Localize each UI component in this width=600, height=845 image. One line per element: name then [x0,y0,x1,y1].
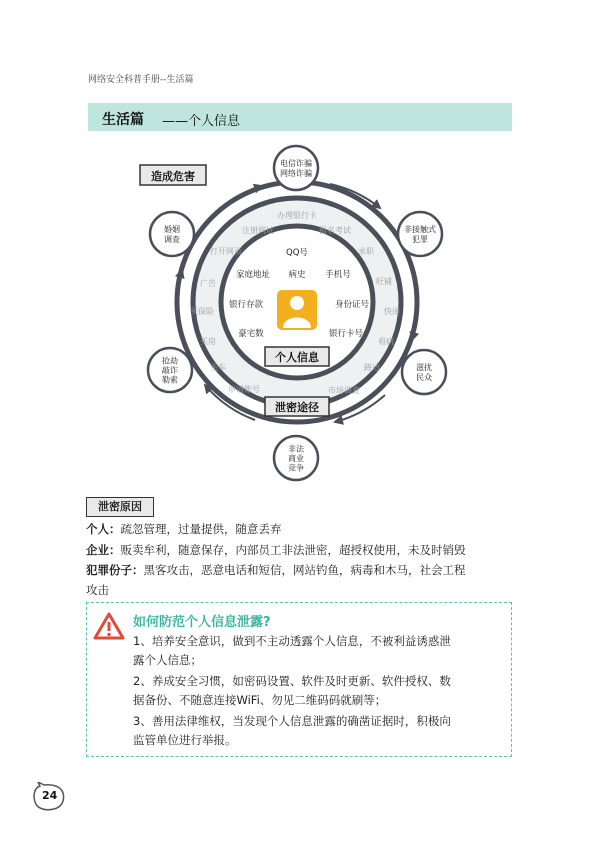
channel-label: 申请账号 [228,385,260,394]
warning-icon [93,611,125,641]
channel-label: 路边 [364,363,380,372]
channel-label: 市场调查 [328,386,360,395]
info-item: 身份证号 [334,300,370,310]
channel-label: 报名考试 [319,226,351,235]
prevention-line: 露个人信息； [133,653,202,667]
reason-line [86,582,526,599]
reason-text: 攻击 [86,583,109,597]
section-title-bold: 生活篇 [102,112,144,128]
info-item: 病史 [288,270,306,280]
channel-label: 注册网址 [242,226,274,235]
reason-text: 疏忽管理，过量提供，随意丢弃 [120,522,282,536]
channel-label: 求职 [358,247,374,256]
reason-box: 泄密原因 [86,497,154,517]
info-item: 银行卡号 [328,329,364,339]
section-banner [88,103,512,131]
arrow-bottom-right [335,395,385,422]
prevention-line: 3、善用法律维权，当发现个人信息泄露的确凿证据时，积极向 [133,714,451,728]
info-item: 豪宅数 [238,329,264,339]
info-leak-diagram [0,140,600,485]
outer-node-label: 非接触式犯罪 [404,225,436,244]
prevention-line: 1、培养安全意识，做到不主动透露个人信息，不被利益诱惑泄 [133,634,451,648]
section-title-rest: ——个人信息 [162,114,241,129]
reason-label: 犯罪份子： [86,563,144,577]
reason-label: 企业： [86,543,121,557]
prevention-line: 据备份、不随意连接WiFi、勿见二维码码就刷等； [133,693,387,707]
reason-line [86,521,526,538]
center-label: 个人信息 [275,351,319,364]
page-number: 24 [42,789,58,802]
outer-node [402,350,446,394]
outer-node [274,146,318,190]
channel-label: 快递 [384,307,400,316]
prevention-box [86,602,512,757]
harm-label: 造成危害 [151,170,195,183]
outer-node [148,348,192,392]
info-item: 银行存款 [228,300,264,310]
reason-line [86,562,526,579]
info-item: 手机号 [325,270,351,280]
channel-label: 看病 [378,337,394,346]
outer-node-label: 电信诈骗网络诈骗 [280,159,312,178]
outer-node-label: 婚姻调查 [164,225,180,244]
outer-node-label: 滋扰民众 [416,363,432,382]
outer-node [398,212,442,256]
outer-node-label: 抢劫敲诈勒索 [162,356,178,385]
channel-label: 办理银行卡 [277,211,317,220]
reason-label: 个人： [86,522,121,536]
info-item: QQ号 [286,248,308,258]
reason-text: 黑客攻击，恶意电话和短信，网站钓鱼，病毒和木马，社会工程 [143,563,466,577]
channel-label: 买保险 [190,307,214,316]
leak-label: 泄密途径 [275,401,319,414]
prevention-line: 2、养成安全习惯，如密码设置、软件及时更新、软件授权、数 [133,674,451,688]
outer-node [274,436,318,480]
prevention-title: 如何防范个人信息泄露? [133,615,271,630]
outer-node-label: 非法商业竞争 [288,444,304,473]
channel-label: 打开网页 [210,247,242,256]
channel-label: 买房 [200,337,216,346]
running-header: 网络安全科普手册--生活篇 [88,75,194,85]
info-item: 家庭地址 [235,270,271,280]
outer-node [150,212,194,256]
person-icon [277,290,317,330]
reason-text: 贩卖牟利，随意保存，内部员工非法泄密，超授权使用，未及时销毁 [120,543,466,557]
channel-label: 旺铺 [376,277,392,286]
reason-line [86,542,526,559]
channel-label: 广告 [200,279,216,288]
channel-label: 买车 [210,363,226,372]
prevention-line: 监管单位进行举报。 [133,733,237,747]
